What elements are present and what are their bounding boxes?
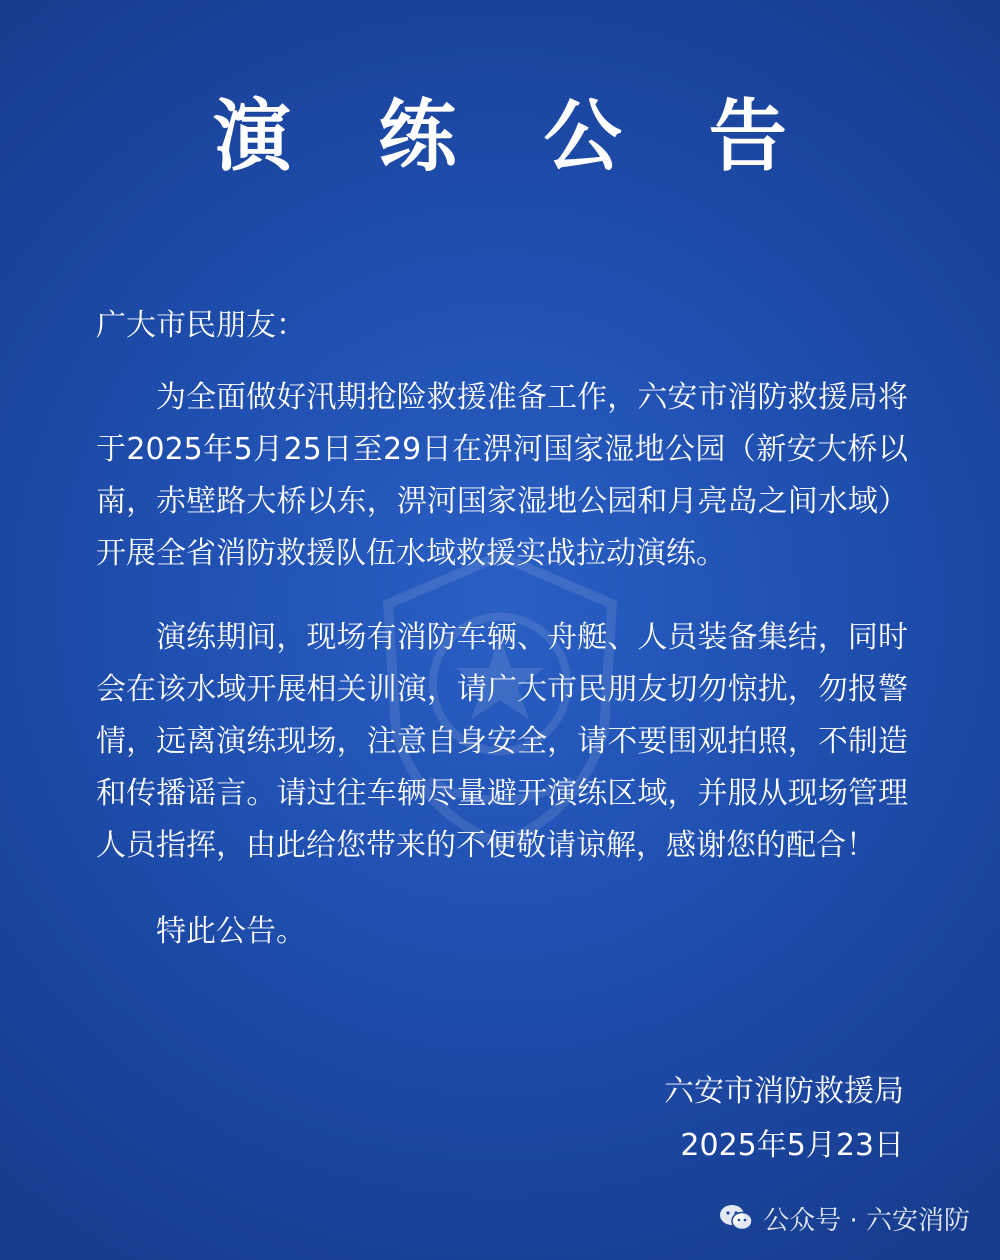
- wechat-icon: [719, 1204, 753, 1232]
- source-watermark: [719, 1198, 970, 1238]
- body-paragraph-1: 为全面做好汛期抢险救援准备工作，六安市消防救援局将于2025年5月25日至29日在淠河国家湿地公园（新安大桥以南，赤壁路大桥以东，淠河国家湿地公园和月亮岛之间水域）开展全省消防救援队伍水域救援实战拉动演练。: [96, 380, 908, 571]
- watermark-text: 公众号 · 六安消防: [763, 1205, 970, 1236]
- body-paragraph-2: 演练期间，现场有消防车辆、舟艇、人员装备集结，同时会在该水域开展相关训演，请广大市民朋友切勿惊扰，勿报警情，远离演练现场，注意自身安全，请不要围观拍照，不制造和传播谣言。请过往车辆尽量避开演练区域，并服从现场管理人员指挥，由此给您带来的不便敬请谅解，感谢您的配合！: [96, 620, 908, 863]
- signature-organization: 六安市消防救援局: [664, 1074, 904, 1109]
- greeting: 广大市民朋友：: [96, 308, 306, 343]
- signature-date: 2025年5月23日: [680, 1128, 904, 1163]
- closing-paragraph: 特此公告。: [156, 914, 306, 949]
- page-title: 演 练 公 告: [213, 92, 817, 182]
